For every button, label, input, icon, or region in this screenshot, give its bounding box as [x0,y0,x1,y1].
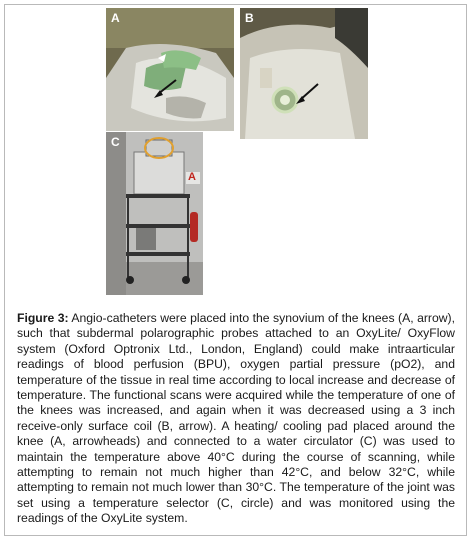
photo-c-image [106,132,203,295]
caption-label: Figure 3: [17,311,69,325]
photo-a-image [106,8,234,131]
photo-b-image [240,8,368,139]
figure-caption [17,311,455,527]
photo-panel-a [106,8,234,131]
photo-panel-b [240,8,368,139]
photo-c-sign-letter: A [188,171,196,183]
photo-panel-c [106,132,203,295]
panel-letter-c: C [111,135,120,149]
caption-text: Angio-catheters were placed into the synovium of the knees (A, arrow), such that subdermal polarographic probes attached to an OxyLite/ OxyFlow system (Oxford Optronix Ltd., London, England) could make intraarticular readings of blood perfusion (BPU), oxygen partial pressure (pO2), and temperature of the tissue in real time according to local increase and decrease of temperature. The functional scans were acquired while the temperature of one of the knees was increased, and again when it was decreased using a 3 inch receive-only surface coil (B, arrow). A heating/ cooling pad placed around the knee (A, arrowheads) and connected to a water circulator (C) was used to maintain the temperature above 40°C during the course of scanning, while attempting to remain not much higher than 42°C, and below 32°C, while attempting to remain not much lower than 30°C. The temperature of the joint was set using a temperature selector (C, circle) and was monitored using the readings of the OxyLite system. [17,311,456,526]
panel-letter-b: B [245,11,254,25]
panel-letter-a: A [111,11,120,25]
